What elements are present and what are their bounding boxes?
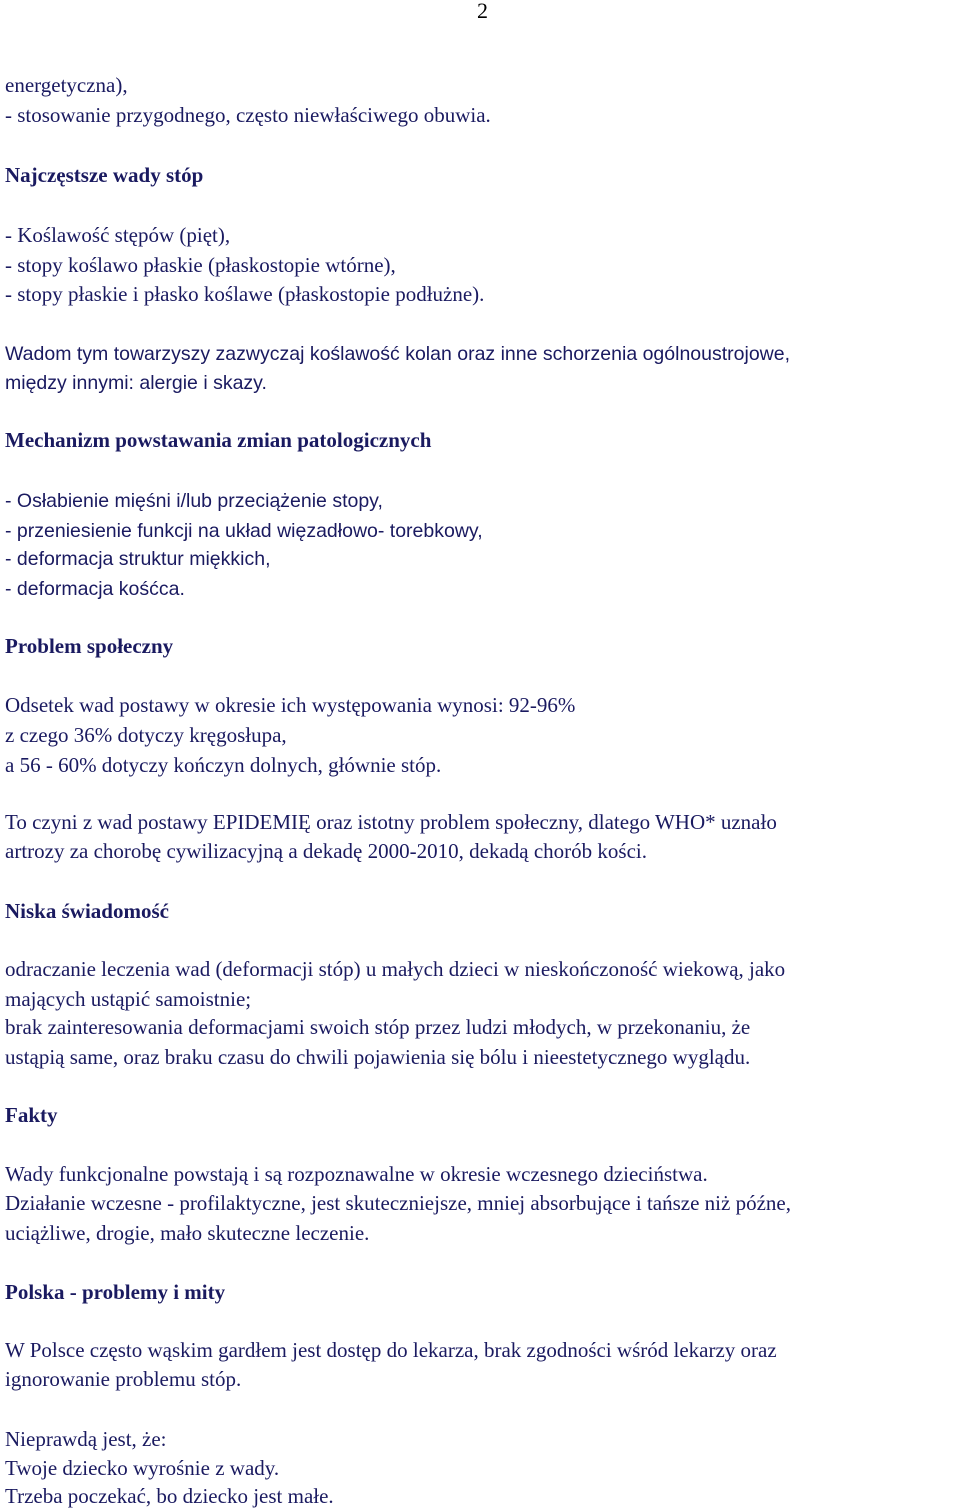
paragraph-line: ustąpią same, oraz braku czasu do chwili pojawienia się bólu i nieestetycznego wyglądu. bbox=[5, 1045, 751, 1069]
list-item: - przeniesienie funkcji na układ więzadłowo- torebkowy, bbox=[5, 520, 483, 542]
paragraph-line: Wady funkcjonalne powstają i są rozpoznawalne w okresie wczesnego dzieciństwa. bbox=[5, 1162, 708, 1186]
intro-line: - stosowanie przygodnego, często niewłaściwego obuwia. bbox=[5, 103, 491, 127]
paragraph-line: z czego 36% dotyczy kręgosłupa, bbox=[5, 723, 287, 747]
paragraph-line: Odsetek wad postawy w okresie ich występowania wynosi: 92-96% bbox=[5, 693, 576, 717]
section-heading-mechanizm: Mechanizm powstawania zmian patologicznych bbox=[5, 428, 432, 452]
paragraph-line: W Polsce często wąskim gardłem jest dostęp do lekarza, brak zgodności wśród lekarzy oraz bbox=[5, 1338, 777, 1362]
list-item: - Koślawość stępów (pięt), bbox=[5, 223, 231, 247]
list-item: - deformacja struktur miękkich, bbox=[5, 548, 271, 570]
paragraph-line: brak zainteresowania deformacjami swoich stóp przez ludzi młodych, w przekonaniu, że bbox=[5, 1015, 751, 1039]
paragraph-line: Działanie wczesne - profilaktyczne, jest skuteczniejsze, mniej absorbujące i tańsze niż późne, bbox=[5, 1191, 791, 1215]
paragraph-line: między innymi: alergie i skazy. bbox=[5, 372, 267, 394]
list-item: - deformacja kośćca. bbox=[5, 578, 185, 600]
list-item: - Osłabienie mięśni i/lub przeciążenie stopy, bbox=[5, 490, 383, 512]
page-number: 2 bbox=[477, 0, 488, 23]
paragraph-line: To czyni z wad postawy EPIDEMIĘ oraz istotny problem społeczny, dlatego WHO* uznało bbox=[5, 810, 777, 834]
paragraph-line: odraczanie leczenia wad (deformacji stóp) u małych dzieci w nieskończoność wiekową, jako bbox=[5, 957, 786, 981]
paragraph-line: Wadom tym towarzyszy zazwyczaj koślawość kolan oraz inne schorzenia ogólnoustrojowe, bbox=[5, 343, 791, 365]
section-heading-wady-stop: Najczęstsze wady stóp bbox=[5, 163, 204, 187]
section-heading-polska: Polska - problemy i mity bbox=[5, 1280, 226, 1304]
list-item: - stopy płaskie i płasko koślawe (płaskostopie podłużne). bbox=[5, 282, 485, 306]
list-item: - stopy koślawo płaskie (płaskostopie wtórne), bbox=[5, 253, 396, 277]
paragraph-line: ignorowanie problemu stóp. bbox=[5, 1367, 242, 1391]
paragraph-line: artrozy za chorobę cywilizacyjną a dekadę 2000-2010, dekadą chorób kości. bbox=[5, 839, 647, 863]
paragraph-line: Twoje dziecko wyrośnie z wady. bbox=[5, 1456, 280, 1480]
paragraph-line: Nieprawdą jest, że: bbox=[5, 1427, 167, 1451]
section-heading-fakty: Fakty bbox=[5, 1103, 58, 1127]
paragraph-line: Trzeba poczekać, bo dziecko jest małe. bbox=[5, 1484, 334, 1508]
paragraph-line: uciążliwe, drogie, mało skuteczne leczenie. bbox=[5, 1221, 370, 1245]
paragraph-line: mających ustąpić samoistnie; bbox=[5, 987, 252, 1011]
section-heading-niska-swiadomosc: Niska świadomość bbox=[5, 899, 169, 923]
intro-line: energetyczna), bbox=[5, 73, 128, 97]
paragraph-line: a 56 - 60% dotyczy kończyn dolnych, głównie stóp. bbox=[5, 753, 442, 777]
section-heading-problem-spoleczny: Problem społeczny bbox=[5, 634, 174, 658]
